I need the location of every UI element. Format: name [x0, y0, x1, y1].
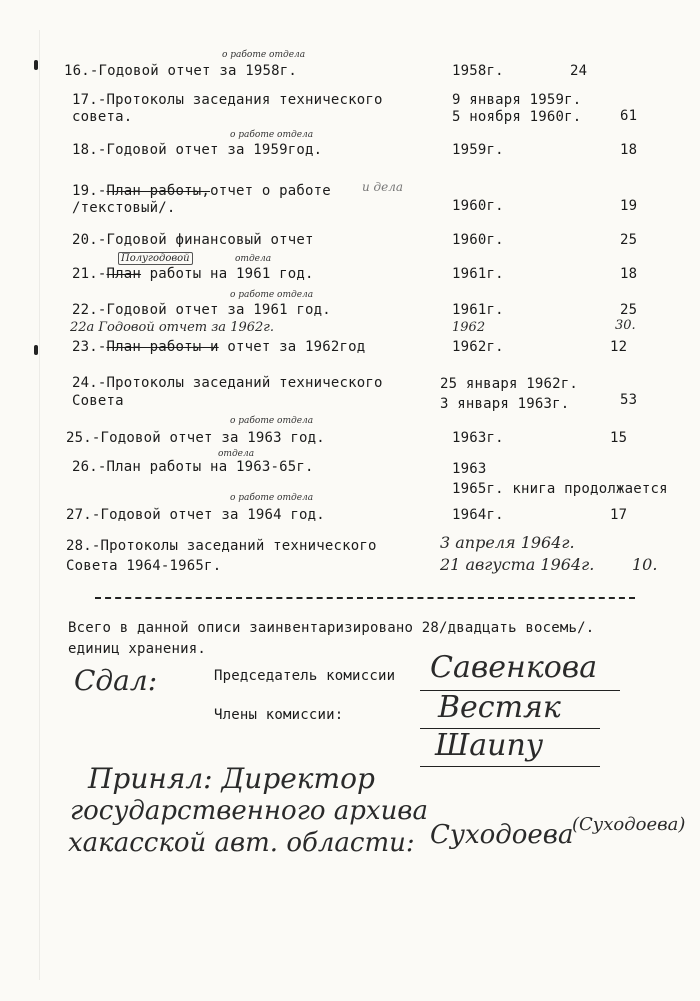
item-pages: 24 [570, 63, 588, 79]
handwritten-note: о работе отдела [230, 493, 314, 503]
handwritten-item-date: 1962 [452, 320, 486, 335]
handwritten-note: отдела [218, 449, 255, 459]
chair-signature: Савенкова [430, 650, 598, 685]
item-title: 27.-Годовой отчет за 1964 год. [66, 507, 325, 523]
punch-mark [34, 345, 38, 355]
item-title: 17.-Протоколы заседания технического совета. [72, 92, 383, 125]
item-date: 25 января 1962г. 3 января 1963г. [440, 376, 579, 412]
item-pages: 25 [620, 232, 638, 248]
director-signature: Суходоева [430, 820, 574, 850]
item-pages: 15 [610, 430, 628, 446]
item-pages: 25 [620, 302, 638, 318]
item-title: 24.-Протоколы заседаний технического Совета [72, 375, 383, 409]
member-signature: Шаипу [435, 728, 544, 763]
item-title-rest: отчет о работе /текстовый/. [72, 183, 331, 216]
item-pages: 19 [620, 198, 638, 214]
item-title-rest: отчет за 1962год [218, 339, 366, 355]
item-title: 22.-Годовой отчет за 1961 год. [72, 302, 331, 318]
item-date: 1963 1965г. книга продолжается [452, 461, 668, 497]
item-title [72, 266, 314, 282]
acceptance-line: хакасской авт. области: [68, 828, 415, 858]
summary-divider [95, 597, 635, 599]
item-title: 16.-Годовой отчет за 1958г. [64, 63, 297, 79]
item-date: 9 января 1959г. 5 ноября 1960г. [452, 92, 582, 125]
handwritten-note: и дела [362, 180, 404, 194]
handwritten-note: о работе отдела [222, 50, 306, 60]
item-number: 19.- [72, 183, 107, 199]
handwritten-note: Полугодовой [118, 252, 193, 265]
item-title: 20.-Годовой финансовый отчет [72, 232, 314, 248]
item-title [72, 339, 365, 355]
members-label: Члены комиссии: [214, 707, 344, 723]
item-date: 1961г. [452, 302, 504, 318]
item-date: 1961г. [452, 266, 504, 282]
handwritten-item-title: 22а Годовой отчет за 1962г. [70, 320, 274, 335]
item-pages: 12 [610, 339, 628, 355]
acceptance-line: Принял: Директор [88, 762, 375, 795]
item-pages: 53 [620, 392, 638, 408]
item-title [72, 183, 331, 217]
handwritten-note: отдела [235, 254, 272, 264]
handwritten-item-date: 3 апреля 1964г. 21 августа 1964г. [440, 533, 595, 574]
member-signature: Вестяк [438, 690, 561, 725]
struck-text: План работы, [106, 183, 211, 199]
handwritten-item-pages: 30. [615, 318, 636, 333]
handwritten-note: о работе отдела [230, 130, 314, 140]
punch-mark [34, 60, 38, 70]
page-margin-crease [39, 30, 40, 980]
handover-label: Сдал: [74, 664, 158, 697]
signature-line [420, 766, 600, 767]
item-title: 28.-Протоколы заседаний технического Совета 1964-1965г. [66, 538, 377, 574]
item-pages: 18 [620, 142, 638, 158]
item-date: 1964г. [452, 507, 504, 523]
struck-text: План работы и [106, 339, 219, 355]
item-number: 23.- [72, 339, 107, 355]
summary-line: единиц хранения. [68, 641, 207, 657]
item-pages: 61 [620, 108, 638, 124]
item-title: 25.-Годовой отчет за 1963 год. [66, 430, 325, 446]
item-title: 18.-Годовой отчет за 1959год. [72, 142, 323, 158]
item-date: 1963г. [452, 430, 504, 446]
director-name: (Суходоева) [572, 814, 686, 835]
item-date: 1959г. [452, 142, 504, 158]
item-pages: 17 [610, 507, 628, 523]
item-date: 1960г. [452, 198, 504, 214]
item-date: 1960г. [452, 232, 504, 248]
item-number: 21.- [72, 266, 107, 282]
summary-line: Всего в данной описи заинвентаризировано 28/двадцать восемь/. [68, 620, 595, 636]
handwritten-note: о работе отдела [230, 290, 314, 300]
item-date: 1958г. [452, 63, 504, 79]
item-pages: 18 [620, 266, 638, 282]
item-title-rest: работы на 1961 год. [141, 266, 314, 282]
handwritten-note: о работе отдела [230, 416, 314, 426]
struck-text: План [106, 266, 142, 282]
chair-label: Председатель комиссии [214, 668, 396, 684]
acceptance-line: государственного архива [70, 796, 428, 826]
item-date: 1962г. [452, 339, 504, 355]
handwritten-item-pages: 10. [632, 555, 658, 574]
item-title: 26.-План работы на 1963-65г. [72, 459, 314, 475]
